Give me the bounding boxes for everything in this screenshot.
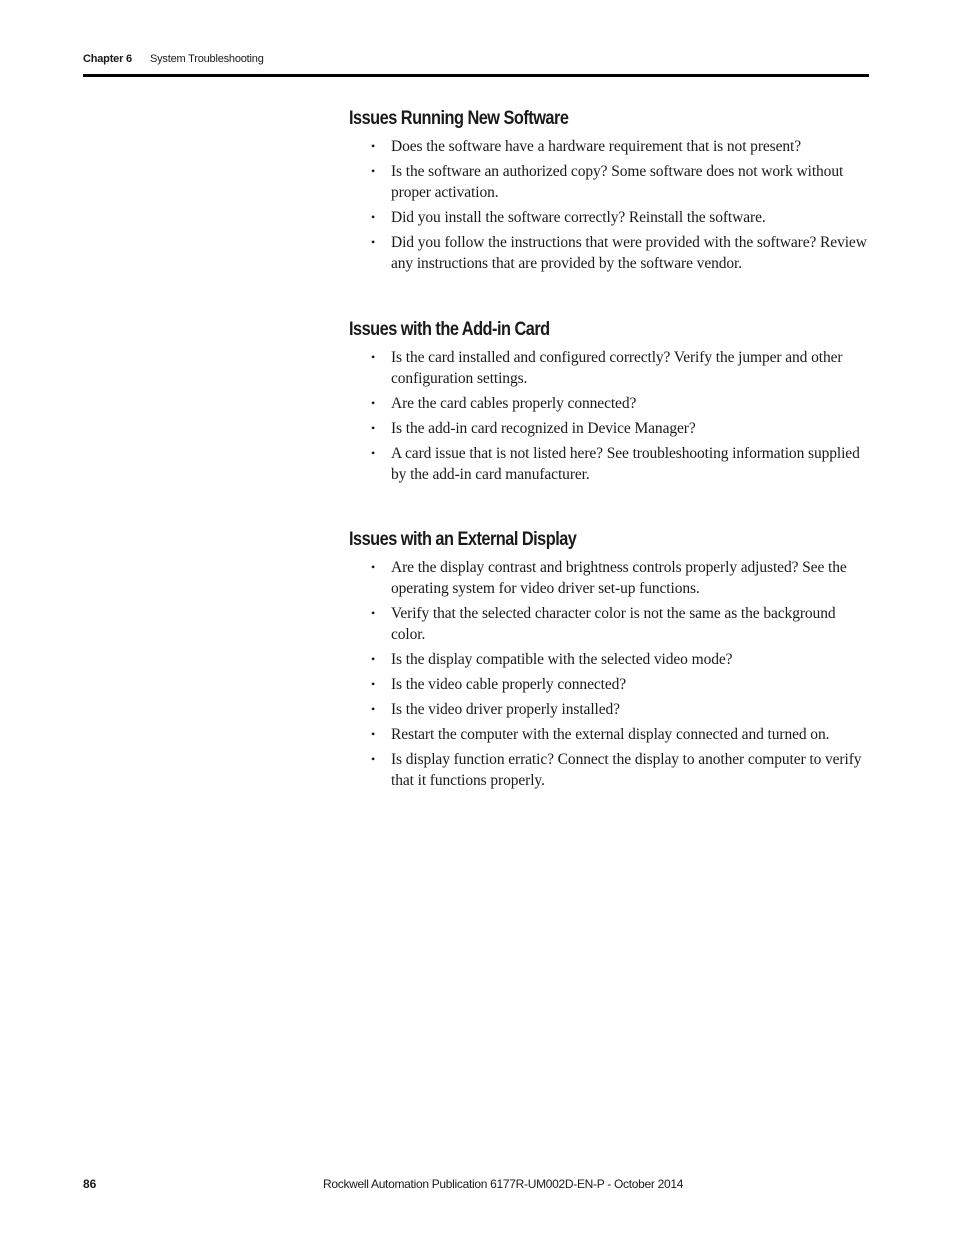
chapter-label: Chapter 6 (83, 53, 132, 65)
publication-info: Rockwell Automation Publication 6177R-UM002D-EN-P - October 2014 (323, 1177, 684, 1191)
bullet-list (349, 136, 869, 274)
bullet-icon: • (371, 727, 376, 741)
section-external-display (349, 527, 869, 795)
list-item: • Does the software have a hardware requirement that is not present? (371, 138, 802, 155)
bullet-icon: • (371, 560, 376, 574)
list-item: • Are the card cables properly connected? (371, 395, 637, 412)
list-item: • Did you follow the instructions that were provided with the software? Review any instructions that are provided by the software vendor. (371, 234, 867, 272)
list-item: • Are the display contrast and brightness controls properly adjusted? See the operating system for video driver set-up functions. (371, 559, 847, 597)
list-item: • Is display function erratic? Connect the display to another computer to verify that it functions properly. (371, 751, 862, 789)
list-item: • Is the add-in card recognized in Device Manager? (371, 420, 696, 437)
bullet-icon: • (371, 210, 376, 224)
list-item: • Is the video driver properly installed? (371, 701, 620, 718)
list-item: • Verify that the selected character color is not the same as the background color. (371, 605, 836, 643)
list-item: • Restart the computer with the external display connected and turned on. (371, 726, 830, 743)
bullet-icon: • (371, 139, 376, 153)
list-item: • Is the video cable properly connected? (371, 676, 627, 693)
bullet-icon: • (371, 677, 376, 691)
bullet-icon: • (371, 421, 376, 435)
bullet-icon: • (371, 446, 376, 460)
header-divider (83, 74, 869, 77)
bullet-icon: • (371, 396, 376, 410)
section-new-software (349, 106, 869, 278)
bullet-list (349, 347, 869, 485)
bullet-icon: • (371, 652, 376, 666)
bullet-icon: • (371, 164, 376, 178)
page-number: 86 (83, 1177, 97, 1191)
bullet-list (349, 557, 869, 791)
section-heading: Issues Running New Software (349, 108, 569, 129)
chapter-title: System Troubleshooting (150, 53, 264, 65)
bullet-icon: • (371, 606, 376, 620)
list-item: • A card issue that is not listed here? See troubleshooting information supplied by the add-in card manufacturer. (371, 445, 860, 483)
list-item: • Is the software an authorized copy? Some software does not work without proper activation. (371, 163, 844, 201)
bullet-icon: • (371, 235, 376, 249)
bullet-icon: • (371, 702, 376, 716)
running-header (83, 53, 264, 65)
list-item: • Did you install the software correctly? Reinstall the software. (371, 209, 766, 226)
bullet-icon: • (371, 350, 376, 364)
list-item: • Is the card installed and configured correctly? Verify the jumper and other configuration settings. (371, 349, 843, 387)
section-heading: Issues with the Add-in Card (349, 319, 550, 340)
bullet-icon: • (371, 752, 376, 766)
section-heading: Issues with an External Display (349, 529, 577, 550)
section-add-in-card (349, 317, 869, 489)
list-item: • Is the display compatible with the selected video mode? (371, 651, 733, 668)
